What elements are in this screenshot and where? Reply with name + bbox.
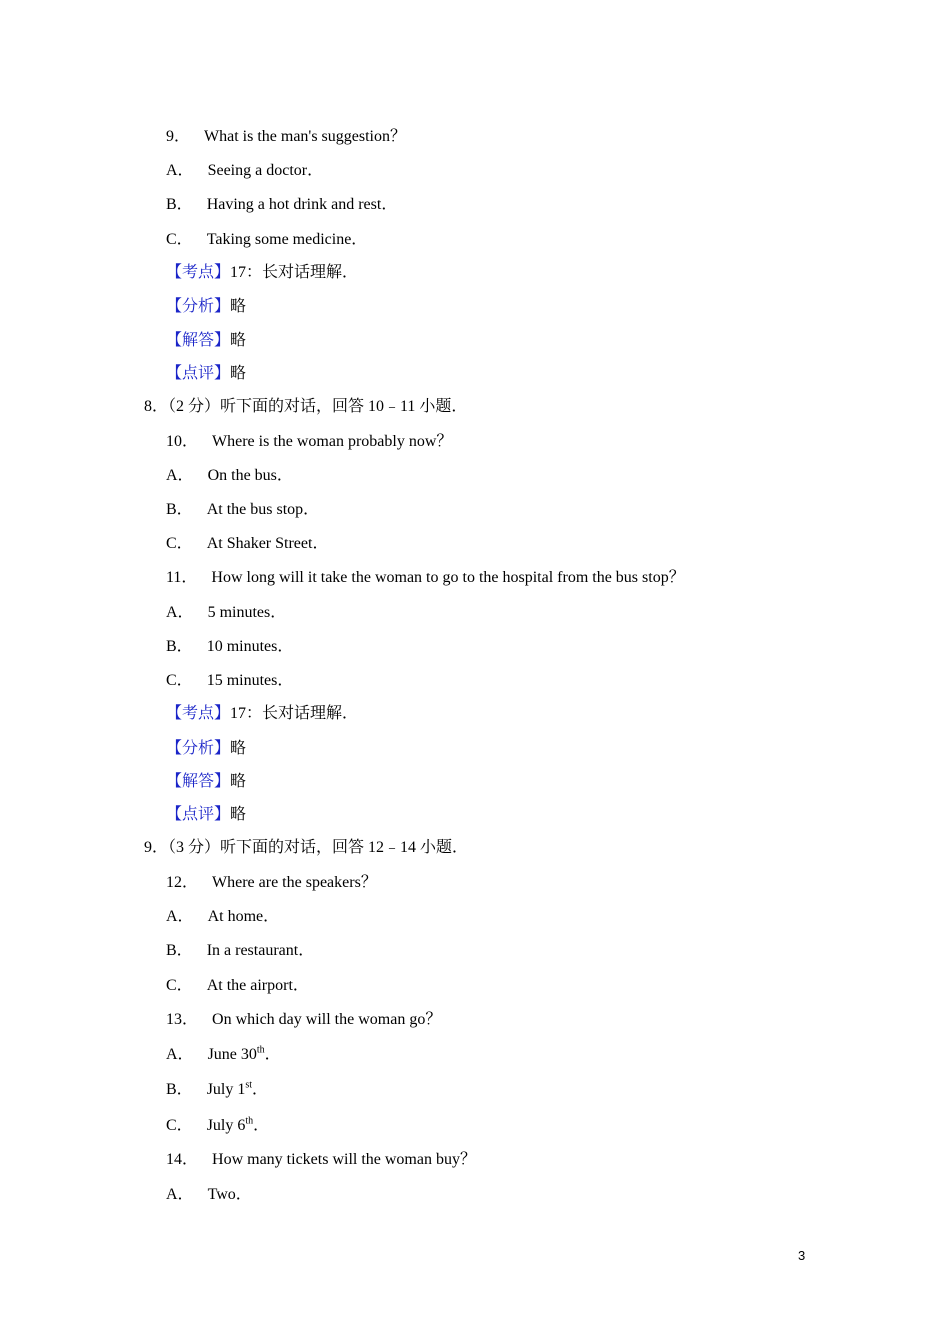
option-a <box>166 1045 281 1065</box>
jieda-text: 略 <box>230 332 247 349</box>
question-number: 11． <box>166 569 198 586</box>
dianping-text: 略 <box>230 365 247 382</box>
fenxi-line <box>166 739 246 759</box>
option-text: At the airport． <box>206 977 309 994</box>
ordinal-suffix: th <box>256 1044 265 1056</box>
option-text: Having a hot drink and rest． <box>206 196 398 213</box>
fenxi-text: 略 <box>230 740 247 757</box>
option-end: ． <box>264 1046 281 1063</box>
option-c <box>166 230 367 250</box>
option-b <box>166 500 319 520</box>
option-text: 5 minutes． <box>207 604 287 621</box>
ordinal-suffix: st <box>245 1079 253 1091</box>
question-9 <box>166 127 406 147</box>
option-letter: A． <box>166 162 194 179</box>
kaodian-line <box>166 263 358 283</box>
question-14 <box>166 1150 476 1170</box>
option-letter: A． <box>166 908 194 925</box>
option-c <box>166 976 309 996</box>
option-c <box>166 671 293 691</box>
option-letter: B． <box>166 501 193 518</box>
option-letter: C． <box>166 1117 193 1134</box>
ordinal-suffix: th <box>245 1115 254 1127</box>
kaodian-tag: 【考点】 <box>166 264 231 281</box>
kaodian-line <box>166 704 358 724</box>
option-letter: C． <box>166 535 193 552</box>
question-text: How many tickets will the woman buy？ <box>212 1151 476 1168</box>
option-letter: A． <box>166 1186 194 1203</box>
option-end: ． <box>252 1081 269 1098</box>
option-letter: B． <box>166 1081 193 1098</box>
option-letter: A． <box>166 604 194 621</box>
dianping-text: 略 <box>230 806 247 823</box>
option-text: Two． <box>207 1186 252 1203</box>
fenxi-text: 略 <box>230 298 247 315</box>
option-letter: B． <box>166 638 193 655</box>
option-text: In a restaurant． <box>206 942 315 959</box>
question-text: Where is the woman probably now？ <box>212 433 453 450</box>
option-b <box>166 637 293 657</box>
question-number: 13． <box>166 1011 199 1028</box>
option-text: July 6 <box>206 1117 246 1134</box>
option-text: On the bus． <box>207 467 293 484</box>
dianping-line <box>166 805 246 825</box>
option-letter: A． <box>166 467 194 484</box>
option-end: ． <box>253 1117 270 1134</box>
option-letter: A． <box>166 1046 194 1063</box>
option-letter: C． <box>166 672 193 689</box>
fenxi-tag: 【分析】 <box>166 740 231 757</box>
item-8-header: 8．（2 分）听下面的对话，回答 10﹣11 小题． <box>144 398 468 415</box>
option-a <box>166 907 279 927</box>
option-letter: B． <box>166 196 193 213</box>
option-a <box>166 603 286 623</box>
option-b <box>166 1080 268 1100</box>
item-9-header: 9．（3 分）听下面的对话，回答 12﹣14 小题． <box>144 839 469 856</box>
option-c <box>166 534 328 554</box>
question-text: Where are the speakers？ <box>212 874 377 891</box>
jieda-tag: 【解答】 <box>166 773 231 790</box>
option-text: At home． <box>207 908 280 925</box>
option-c <box>166 1116 269 1136</box>
jieda-tag: 【解答】 <box>166 332 231 349</box>
jieda-line <box>166 772 246 792</box>
option-text: Seeing a doctor． <box>207 162 324 179</box>
option-a <box>166 466 293 486</box>
option-text: Taking some medicine． <box>206 231 368 248</box>
kaodian-text: 17：长对话理解． <box>230 705 359 722</box>
question-text: How long will it take the woman to go to the hospital from the bus stop？ <box>211 569 685 586</box>
option-b <box>166 941 314 961</box>
option-a <box>166 161 323 181</box>
question-number: 9． <box>166 128 191 145</box>
kaodian-tag: 【考点】 <box>166 705 231 722</box>
option-text: 15 minutes． <box>206 672 294 689</box>
fenxi-line <box>166 297 246 317</box>
question-11 <box>166 568 685 588</box>
option-text: At the bus stop． <box>206 501 320 518</box>
kaodian-text: 17：长对话理解． <box>230 264 359 281</box>
option-letter: C． <box>166 977 193 994</box>
jieda-text: 略 <box>230 773 247 790</box>
question-10 <box>166 432 452 452</box>
dianping-line <box>166 364 246 384</box>
option-letter: C． <box>166 231 193 248</box>
jieda-line <box>166 331 246 351</box>
fenxi-tag: 【分析】 <box>166 298 231 315</box>
dianping-tag: 【点评】 <box>166 365 231 382</box>
option-text: 10 minutes． <box>206 638 294 655</box>
question-number: 10． <box>166 433 199 450</box>
question-13 <box>166 1010 441 1030</box>
question-text: On which day will the woman go？ <box>212 1011 442 1028</box>
option-text: June 30 <box>207 1046 257 1063</box>
option-text: At Shaker Street． <box>206 535 329 552</box>
dianping-tag: 【点评】 <box>166 806 231 823</box>
option-text: July 1 <box>206 1081 246 1098</box>
option-b <box>166 195 397 215</box>
page-number: 3 <box>798 1248 806 1263</box>
question-12 <box>166 873 377 893</box>
question-number: 14． <box>166 1151 199 1168</box>
question-text: What is the man's suggestion？ <box>204 128 406 145</box>
question-number: 12． <box>166 874 199 891</box>
option-letter: B． <box>166 942 193 959</box>
option-a <box>166 1185 252 1205</box>
